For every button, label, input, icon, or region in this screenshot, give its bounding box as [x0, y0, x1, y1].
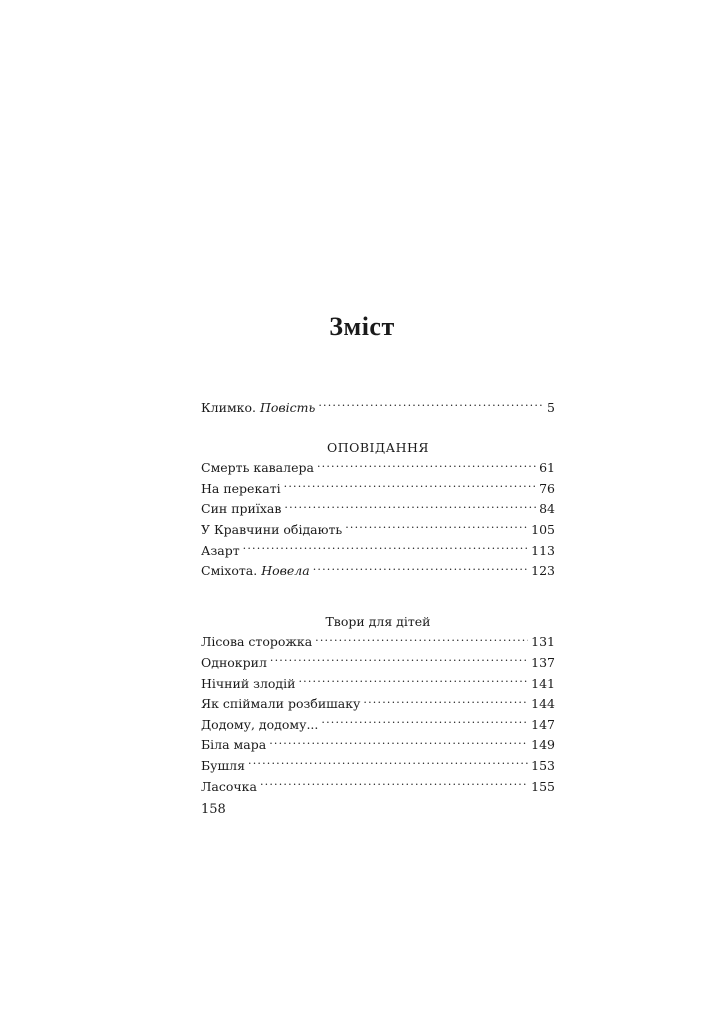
toc-entry[interactable] — [201, 735, 555, 756]
toc-entry-title: У Кравчини обідають — [201, 521, 343, 537]
toc-entry-title: Бушля — [201, 757, 245, 773]
dot-leader — [243, 542, 528, 555]
dot-leader — [363, 696, 528, 709]
dot-leader — [269, 737, 528, 750]
toc-entry-page: 84 — [539, 501, 555, 517]
toc-entry-page: 76 — [539, 480, 555, 496]
toc-entry-page: 61 — [539, 460, 555, 476]
toc-entry[interactable] — [201, 479, 555, 500]
section-heading-children: Твори для дітей — [325, 613, 431, 629]
toc-entry[interactable] — [201, 694, 555, 715]
toc-entry[interactable] — [201, 674, 555, 695]
toc-entry[interactable] — [201, 777, 555, 798]
toc-entry-title: Лісова сторожка — [201, 634, 313, 650]
toc-entry-page: 5 — [547, 400, 555, 415]
dot-leader — [345, 521, 528, 534]
toc-entry[interactable] — [201, 653, 555, 674]
page-title: Зміст — [329, 312, 395, 341]
dot-leader — [315, 634, 528, 647]
dot-leader — [284, 501, 536, 514]
toc-entry[interactable] — [201, 715, 555, 736]
toc-entry-title: Як спіймали розбишаку — [201, 696, 361, 712]
toc-entry-page: 131 — [531, 634, 555, 650]
toc-entry-page: 147 — [531, 716, 555, 732]
toc-entry-page: 149 — [531, 737, 555, 753]
toc-entry-subtitle: Новела — [261, 563, 310, 579]
toc-entry[interactable] — [201, 756, 555, 777]
toc-entry-page: 123 — [531, 563, 555, 579]
section-heading-stories: ОПОВІДАННЯ — [326, 439, 430, 455]
toc-entry-title: Азарт — [201, 542, 240, 558]
toc-entry[interactable] — [201, 499, 555, 520]
dot-leader — [318, 400, 544, 413]
toc-entry[interactable] — [201, 458, 555, 479]
dot-leader — [317, 460, 536, 473]
toc-entry-page: 137 — [531, 654, 555, 670]
toc-entry[interactable] — [201, 561, 555, 582]
dot-leader — [298, 675, 528, 688]
toc-entry-title: Однокрил — [201, 654, 267, 670]
toc-entry[interactable] — [201, 520, 555, 541]
toc-entry-title: Смерть кавалера — [201, 460, 314, 476]
page-number: 158 — [201, 802, 226, 817]
dot-leader — [260, 778, 528, 791]
toc-entry-title: Додому, додому... — [201, 716, 319, 732]
toc-entry-title: Нічний злодій — [201, 675, 296, 691]
dot-leader — [284, 480, 536, 493]
dot-leader — [321, 716, 528, 729]
dot-leader — [313, 563, 528, 576]
toc-entry-page: 155 — [531, 778, 555, 794]
toc-entry-title: Син приїхав — [201, 501, 282, 517]
toc-entry-page: 153 — [531, 757, 555, 773]
toc-entry-title: Біла мара — [201, 737, 267, 753]
toc-entry-page: 105 — [531, 521, 555, 537]
toc-entry-page: 113 — [531, 542, 555, 558]
toc-entry-title: Сміхота. Новела — [201, 563, 310, 579]
toc-entry-title: Климко. Повість — [201, 400, 316, 415]
toc-entry[interactable] — [201, 398, 555, 419]
toc-entry-title: На перекаті — [201, 480, 281, 496]
toc-entry[interactable] — [201, 632, 555, 653]
toc-entry[interactable] — [201, 541, 555, 562]
table-of-contents — [201, 398, 555, 797]
toc-entry-page: 141 — [531, 675, 555, 691]
dot-leader — [270, 654, 528, 667]
toc-entry-page: 144 — [531, 696, 555, 712]
toc-entry-subtitle: Повість — [259, 400, 316, 415]
toc-entry-title: Ласочка — [201, 778, 257, 794]
dot-leader — [248, 757, 528, 770]
